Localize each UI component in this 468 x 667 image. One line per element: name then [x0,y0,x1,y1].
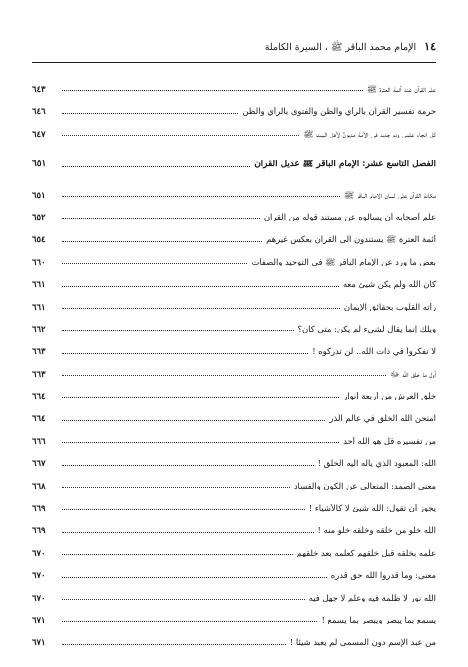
toc-chapter-row [32,146,436,168]
toc-row [32,602,436,624]
toc-entry-title: مكانة القرآن على لسان الإمام الباقر ﷺ [343,190,436,199]
dot-leader [62,308,340,309]
dot-leader [62,644,286,645]
toc-entry-page: ٦٥١ [32,189,46,200]
toc-entry-page: ٦٦١ [32,279,46,290]
toc-entry-page: ٦٧٠ [32,547,46,558]
toc-entry-title: الفصل التاسع عشر: الإمام الباقر ﷺ عديل القرآن [254,159,436,169]
dot-leader [62,241,262,242]
toc-row [32,221,436,243]
toc-entry-title: علم أصحابه أن يسألوه عن مستند قوله من القرآن [263,212,436,222]
toc-entry-page: ٦٤٦ [32,106,46,117]
toc-entry-title: من تفسيره قل هو الله أحد [343,436,436,446]
toc-entry-title: بعض ما ورد عن الإمام الباقر ﷺ في التوحيد والصفات [251,257,436,267]
toc-row [32,468,436,490]
toc-entry-page: ٦٦٩ [32,503,46,514]
dot-leader [62,90,363,91]
toc-row [32,333,436,355]
toc-entry-page: ٦٥١ [32,158,47,169]
toc-entry-title: لا تفكروا في ذات الله.. لن تدركوه ! [312,347,436,356]
dot-leader [62,286,339,287]
toc-entry-title: ويلك إنما يقال لشيء لم يكن: متى كان؟ [297,324,436,334]
toc-row [32,71,436,93]
toc-row [32,93,436,115]
dot-leader [62,375,386,376]
toc-entry-title: معنى الصمد: المتعالي عن الكون والفساد [293,481,436,491]
toc-row [32,378,436,400]
toc-row [32,535,436,557]
toc-row [32,490,436,512]
toc-entry-page: ٦٥٤ [32,234,46,245]
toc-row [32,177,436,199]
toc-entry-page: ٦٧١ [32,637,46,648]
toc-entry-page: ٦٦٢ [32,323,46,334]
running-header [32,40,436,63]
dot-leader [62,330,294,331]
dot-leader [62,353,308,354]
toc-entry-page: ٦٤٧ [32,128,46,139]
dot-leader [62,487,290,488]
toc-entry-title: أئمة العترة ﷺ يستندون الى القرآن بعكس غيرهم [266,235,436,244]
toc-entry-page: ٦٦٨ [32,480,46,491]
toc-entry-page: ٦٦٩ [32,525,46,536]
toc-row [32,557,436,579]
toc-row [32,311,436,333]
toc-entry-title: امتحن الله الخلق في عالم الذر [329,414,436,423]
toc-entry-page: ٦٦٧ [32,458,46,469]
toc-entry-page: ٦٦٦ [32,435,46,446]
toc-row [32,199,436,221]
toc-entry-title: الله: المعبود الذي يأله اليه الخلق ! [317,459,436,468]
dot-leader [62,532,314,533]
dot-leader [62,397,339,398]
toc-entry-page: ٦٥٢ [32,211,46,222]
dot-leader [62,196,340,197]
toc-entry-title: كان الله ولم يكن شيئ معه [342,280,436,289]
toc-entry-page: ٦٤٣ [32,83,46,94]
toc-entry-title: رأته القلوب بحقائق الإيمان [343,302,436,311]
toc-entry-title: يجوز أن تقول: الله شيئ لا كالأشياء ! [308,504,436,513]
toc-entry-title: يسمع بما يبصر ويبصر بما يسمع ! [321,615,436,625]
toc-entry-title: خلق العرش من أربعة أنوار [343,392,436,401]
dot-leader [62,263,247,264]
toc-row [32,289,436,311]
toc-entry-title: الله خلو من خلقه وخلقه خلو منه ! [317,526,436,535]
toc-row [32,116,436,138]
page-number: ١٤ [424,40,436,53]
toc-row [32,244,436,266]
toc-entry-title: حرمة تفسير القرآن بالرأي والظن والفتوى بالرأي والظن [242,107,436,116]
table-of-contents [32,71,436,647]
toc-entry-page: ٦٧٠ [32,570,46,581]
toc-entry-title: علم القرآن عند أئمة العترة ﷺ [366,84,436,94]
toc-entry-page: ٦٦١ [32,301,46,312]
dot-leader [62,465,314,466]
toc-row [32,512,436,534]
toc-row [32,580,436,602]
toc-entry-title: كل انجاء علمي ودم جديد في الأمة مديونٌ لأهل البيت ﷺ [303,129,436,139]
dot-leader [62,442,339,443]
toc-entry-title: أول ما خلق الله ﷻ [390,369,436,379]
toc-entry-page: ٦٦٤ [32,413,46,424]
toc-entry-page: ٦٦٤ [32,391,46,402]
document-page [32,40,436,647]
toc-entry-page: ٦٦٠ [32,256,46,267]
dot-leader [62,113,238,114]
toc-row [32,423,436,445]
toc-entry-title: معنى: وما قدروا الله حق قدره [330,571,436,580]
dot-leader [62,218,260,219]
toc-row [32,400,436,422]
toc-entry-page: ٦٧٠ [32,592,46,603]
toc-row [32,356,436,378]
dot-leader [62,509,305,510]
toc-entry-title: الله نور لا ظلمة فيه وعلم لا جهل فيه [308,593,436,602]
toc-entry-title: علمه بخلقه قبل خلقهم كعلمه بعد خلقهم [296,548,436,558]
dot-leader [62,577,327,578]
toc-entry-page: ٦٦٣ [32,346,46,357]
dot-leader [62,166,250,167]
toc-entry-title: من عبد الإسم دون المسمى لم يعبد شيئاً ! [289,638,436,647]
toc-entry-page: ٦٧١ [32,614,46,625]
dot-leader [62,621,317,622]
toc-entry-page: ٦٦٣ [32,368,46,379]
running-title: الإمام محمد الباقر ﷺ ، السيرة الكاملة [264,42,417,53]
dot-leader [62,599,305,600]
dot-leader [62,554,293,555]
dot-leader [62,135,299,136]
toc-row [32,624,436,646]
toc-row [32,445,436,467]
toc-row [32,266,436,288]
dot-leader [62,420,325,421]
